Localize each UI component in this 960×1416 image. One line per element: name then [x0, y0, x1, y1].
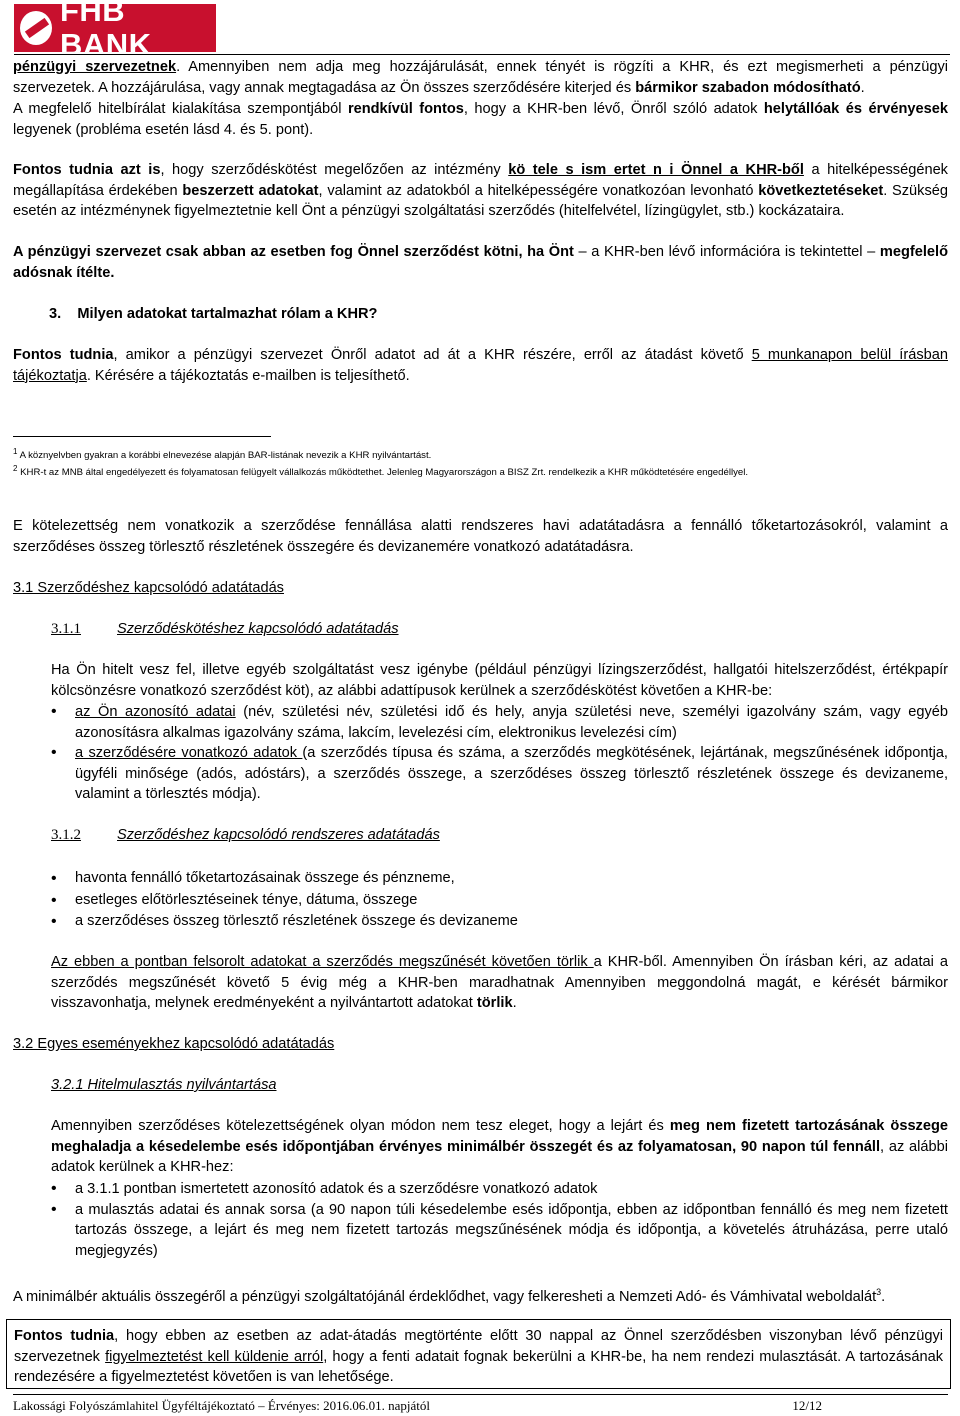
notification-text-a: , amikor a pénzügyi szervezet Önről adatot ad át a KHR részére, erről az átadást követő	[113, 347, 752, 363]
list-item-text: (a szerződés típusa és száma, a szerződés megkötésének, lejártának, megszűnésének időpontja, ügyféli minősége (adós, adóstárs), a szerződés összege, a szerződéses összeg törlesztő részletének összege és devizaneme, valamint a törlesztés módja).	[75, 745, 948, 802]
important-text-c: , valamint az adatokból a hitelképességére vonatkozóan levonható	[318, 182, 759, 199]
list-item	[51, 702, 948, 743]
list-contract-data	[51, 702, 948, 805]
section-heading-3-2	[13, 1034, 948, 1055]
consent-lead: pénzügyi szervezetnek	[13, 59, 177, 75]
notification-emphasis: 5 munkanapon belül írásban tájékoztatja	[13, 347, 948, 384]
footnote-1-text: A köznyelvben gyakran a korábbi elnevezése alapján BAR-listának nevezik a KHR nyilvántartást.	[17, 450, 432, 462]
notice-lead: Fontos tudnia	[14, 1328, 115, 1344]
fhb-bank-logo	[14, 0, 216, 62]
important-lead: Fontos tudnia azt is	[13, 162, 161, 178]
assessment-text-a: A megfelelő hitelbírálat kialakítása szempontjából	[13, 101, 348, 117]
default-emphasis: meg nem fizetett tartozásának összege meghaladja a késedelembe esés időpontjában érvényes minimálbér összegét és az folyamatosan, 90 napon túl fennáll	[51, 1118, 948, 1155]
deletion-strong: törlik	[476, 995, 513, 1011]
list-item: • a 3.1.1 pontban ismertetett azonosító adatok és a szerződésre vonatkozó adatok	[51, 1179, 948, 1200]
list-item: • havonta fennálló tőketartozásainak összege és pénzneme,	[51, 868, 948, 890]
list-default-data	[51, 1179, 948, 1261]
section-3-1-2-number: 3.1.2	[51, 827, 81, 843]
notification-text-b: . Kérésére a tájékoztatás e-mailben is teljesíthető.	[86, 367, 410, 384]
minimum-wage-end: .	[881, 1288, 886, 1305]
paragraph-minimum-wage	[13, 1282, 948, 1307]
list-item	[51, 743, 948, 805]
section-3-1-title: 3.1 Szerződéshez kapcsolódó adatátadás	[13, 580, 284, 596]
page-header	[14, 0, 950, 62]
notice-box	[6, 1319, 951, 1389]
important-text-a: , hogy szerződéskötést megelőzően az intézmény	[160, 162, 509, 178]
list-item: • esetleges előtörlesztéseinek ténye, dátuma, összege	[51, 890, 948, 912]
section-3-1-1-title: Szerződéskötéshez kapcsolódó adatátadás	[117, 621, 399, 637]
paragraph-default	[51, 1116, 948, 1178]
condition-text: – a KHR-ben lévő információra is tekintettel –	[573, 244, 880, 260]
section-heading-3-1-1	[51, 619, 948, 640]
list-item-lead: az Ön azonosító adatai	[75, 704, 236, 720]
section-3-1-2-title: Szerződéshez kapcsolódó rendszeres adatátadás	[117, 827, 440, 843]
section-3-1-1-number: 3.1.1	[51, 621, 81, 637]
header-divider	[14, 54, 950, 55]
important-emphasis-b: beszerzett adatokat	[182, 182, 319, 199]
footnote-divider	[13, 436, 271, 437]
notification-lead: Fontos tudnia	[13, 347, 114, 363]
paragraph-obligation: E kötelezettség nem vonatkozik a szerződése fennállása alatti rendszeres havi adatátadásra a fennálló tőketartozásokról, valamint a szerződéses összeg törlesztő részletének összegére és devizanemére vonatkozó adatátadásra.	[13, 518, 948, 555]
assessment-emphasis-a: rendkívül fontos	[347, 101, 464, 117]
consent-text: . Amennyiben nem adja meg hozzájárulását, ennek tényét is rögzíti a KHR, és ezt megismerheti a pénzügyi szervezetek. A hozzájárulása, vagy annak megtagadása az Ön összes szerződésére kiterjed és	[13, 59, 948, 96]
paragraph-assessment	[13, 99, 948, 140]
list-item-lead: a szerződésére vonatkozó adatok	[75, 745, 303, 761]
notice-emphasis: figyelmeztetést kell küldenie arról	[105, 1348, 324, 1365]
notice-text-a: , hogy ebben az esetben az adat-átadás megtörténte előtt 30 nappal az Önnel szerződésben viszonyban lévő pénzügyi szervezetnek	[14, 1328, 944, 1365]
paragraph-contract-condition	[13, 242, 948, 283]
important-text-b: a hitelképességének megállapítása érdekében	[13, 162, 948, 199]
paragraph-important-info	[13, 160, 948, 222]
paragraph-notification	[13, 345, 948, 386]
default-text-a: Amennyiben szerződéses kötelezettségének olyan módon nem tesz eleget, hogy a lejárt és	[51, 1118, 670, 1134]
page-footer	[13, 1394, 948, 1414]
notice-text-b: , hogy a fenti adatait fognak bekerülni a KHR-be, ha nem rendezi mulasztását. A tartozásának rendezésére a figyelmeztetést követően is van lehetősége.	[14, 1348, 944, 1385]
footnote-2-number: 2	[13, 464, 18, 473]
consent-emphasis: bármikor szabadon módosítható	[635, 79, 861, 96]
footnote-2-text: KHR-t az MNB által engedélyezett és folyamatosan felügyelt vállalkozás működtethet. Jelenleg Magyarországon a BISZ Zrt. rendelkezik a KHR működtetésére engedéllyel.	[17, 467, 749, 479]
footnote-ref-3: 3	[876, 1287, 882, 1297]
assessment-emphasis-b: helytállóak és érvényesek	[763, 101, 948, 117]
section-heading-3	[49, 304, 960, 325]
page-number: 12/12	[792, 1398, 822, 1413]
footnote-1-number: 1	[13, 447, 18, 456]
default-text-b: , az alábbi adatok kerülnek a KHR-hez:	[51, 1138, 948, 1175]
footer-title: Lakossági Folyószámlahitel Ügyféltájékoztató – Érvényes: 2016.06.01. napjától	[13, 1398, 430, 1413]
footnote-1	[13, 445, 948, 463]
notice-text	[14, 1326, 943, 1388]
deletion-emphasis: Az ebben a pontban felsorolt adatokat a szerződés megszűnését követően törlik	[51, 954, 594, 970]
section-title: Milyen adatokat tartalmazhat rólam a KHR?	[77, 306, 378, 322]
condition-emphasis: megfelelő adósnak ítélte.	[13, 244, 948, 281]
consent-end: .	[860, 79, 865, 96]
deletion-end: .	[512, 995, 517, 1011]
list-item-text: (név, születési név, születési idő és hely, anyja születési neve, személyi igazolvány szám, vagy egyéb azonosításra alkalmas igazolvány száma, lakcím, levelezési cím, elektronikus levelezési cím)	[75, 704, 949, 741]
footnote-2	[13, 462, 948, 480]
section-3-2-title: 3.2 Egyes eseményekhez kapcsolódó adatátadás	[13, 1036, 335, 1052]
paragraph-deletion	[51, 952, 948, 1014]
condition-lead: A pénzügyi szervezet csak abban az esetben fog Önnel szerződést kötni, ha Önt	[13, 244, 574, 260]
section-3-2-1-title: 3.2.1 Hitelmulasztás nyilvántartása	[51, 1077, 277, 1093]
list-item: • a szerződéses összeg törlesztő részletének összege és devizaneme	[51, 911, 948, 933]
section-number: 3.	[49, 306, 62, 322]
paragraph-contract-data: Ha Ön hitelt vesz fel, illetve egyéb szolgáltatást vesz igénybe (például pénzügyi lízingszerződést, hallgatói hitelszerződést, értékpapír kölcsönzésre vonatkozó szerződést köt), az alábbi adattípusok kerülnek a szerződéskötést követően a KHR-be:	[51, 662, 948, 699]
section-heading-3-2-1	[51, 1075, 948, 1096]
important-emphasis-a: kö tele s ism ertet n i Önnel a KHR-ből	[508, 162, 804, 178]
assessment-text-c: legyenek (probléma esetén lásd 4. és 5. pont).	[13, 121, 314, 138]
logo-text: FHB BANK	[59, 0, 152, 62]
important-emphasis-c: következtetéseket	[758, 182, 884, 199]
list-regular-data	[51, 868, 948, 933]
minimum-wage-text: A minimálbér aktuális összegéről a pénzügyi szolgáltatójánál érdeklődhet, vagy felkeresheti a Nemzeti Adó- és Vámhivatal weboldalát	[13, 1288, 877, 1305]
important-text-d: . Szükség esetén az intézménynek figyelmeztetnie kell Önt a pénzügyi szolgáltatási szerződés (hitelfelvétel, lízingügylet, stb.) kockázataira.	[13, 182, 948, 219]
section-heading-3-1	[13, 578, 948, 599]
paragraph-consent	[13, 57, 948, 98]
deletion-text: a KHR-ből. Amennyiben Ön írásban kéri, az adatai a szerződés megszűnését követő 5 évig még a KHR-ben maradhatnak Amennyiben meggondolná magát, e kérését bármikor visszavonhatja, melynek eredményeként a nyilvántartott adatokat	[51, 954, 948, 1011]
section-heading-3-1-2	[51, 825, 948, 846]
bank-logo-icon	[20, 11, 52, 45]
assessment-text-b: , hogy a KHR-ben lévő, Önről szóló adatok	[463, 101, 764, 117]
list-item: • a mulasztás adatai és annak sorsa (a 90 napon túli késedelembe esés időpontja, ebben az időpontban fennálló és meg nem fizetett tartozás összege, a lejárt és meg nem fizetett tartozás megszűnésének módja és időpontja, a követelés átruházása, perre utaló megjegyzés)	[51, 1200, 948, 1262]
